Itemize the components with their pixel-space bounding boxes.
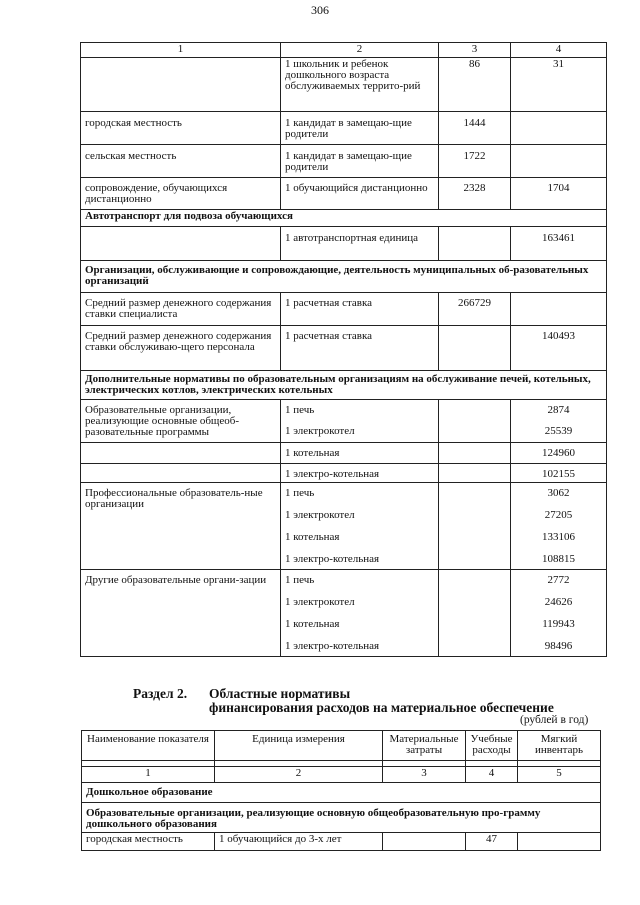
cell-unit: 1 электро-котельная — [281, 549, 439, 570]
cell-value: 108815 — [511, 549, 607, 570]
col-number: 1 — [82, 767, 215, 783]
cell-empty — [439, 443, 511, 464]
cell-empty — [439, 400, 511, 443]
cell-unit: 1 автотранспортная единица — [281, 227, 439, 261]
section-heading-orgs: Организации, обслуживающие и сопровождающие, деятельность муниципальных об-разовательных организаций — [81, 261, 607, 293]
section-title-line1: Областные нормативы — [209, 686, 351, 701]
cell-unit: 1 обучающийся до 3-х лет — [215, 833, 383, 851]
section-heading-preschool: Дошкольное образование — [82, 783, 601, 803]
cell-value: 1444 — [439, 112, 511, 145]
header-soft-inventory: Мягкий инвентарь — [518, 731, 601, 761]
section-heading-row — [81, 371, 607, 400]
table-row — [82, 833, 601, 851]
cell-unit: 1 котельная — [281, 527, 439, 549]
cell-name: сельская местность — [81, 145, 281, 178]
cell-value: 266729 — [439, 293, 511, 326]
units-note: (рублей в год) — [520, 714, 589, 726]
section-heading-row — [81, 210, 607, 227]
cell-unit: 1 обучающийся дистанционно — [281, 178, 439, 210]
table-row — [81, 145, 607, 178]
column-number-row — [82, 767, 601, 783]
cell-empty — [439, 483, 511, 570]
section-heading-additional: Дополнительные нормативы по образовательным организациям на обслуживание печей, котельных, электрических котлов, электрических котельных — [81, 371, 607, 400]
cell-name: сопровождение, обучающихся дистанционно — [81, 178, 281, 210]
cell-unit: 1 печь — [281, 483, 439, 505]
page-number: 306 — [311, 3, 329, 17]
cell-name: Другие образовательные органи-зации — [81, 570, 281, 657]
header-unit: Единица измерения — [215, 731, 383, 761]
col-number: 2 — [215, 767, 383, 783]
cell-name — [81, 227, 281, 261]
cell-unit: 1 кандидат в замещаю-щие родители — [281, 112, 439, 145]
cell-value: 1722 — [439, 145, 511, 178]
cell-unit: 1 электрокотел — [281, 421, 439, 443]
cell-value: 124960 — [511, 443, 607, 464]
cell-value — [439, 326, 511, 371]
cell-unit: 1 расчетная ставка — [281, 293, 439, 326]
cell-name: Образовательные организации, реализующие основные общеоб-разовательные программы — [81, 400, 281, 443]
cell-value: 98496 — [511, 636, 607, 657]
table-row — [81, 58, 607, 112]
table-header-row — [81, 43, 607, 58]
cell-name: Профессиональные образователь-ные организации — [81, 483, 281, 570]
cell-value: 3062 — [511, 483, 607, 505]
table-row — [81, 293, 607, 326]
section-heading-row — [82, 783, 601, 803]
table-row — [81, 326, 607, 371]
table-row — [81, 570, 607, 592]
cell-unit: 1 котельная — [281, 614, 439, 636]
material-norms-table — [81, 730, 601, 851]
table-row — [81, 464, 607, 483]
cell-value: 86 — [439, 58, 511, 112]
subsection-heading: Образовательные организации, реализующие основную общеобразовательную про-грамму дошкольного образования — [82, 803, 601, 833]
col-number: 3 — [439, 43, 511, 58]
cell-value: 163461 — [511, 227, 607, 261]
cell-value — [439, 227, 511, 261]
cell-value — [518, 833, 601, 851]
table-row — [81, 483, 607, 505]
header-educational: Учебные расходы — [466, 731, 518, 761]
col-number: 3 — [383, 767, 466, 783]
col-number: 4 — [511, 43, 607, 58]
section-title-line2: финансирования расходов на материальное обеспечение — [209, 700, 554, 715]
cell-value: 2772 — [511, 570, 607, 592]
col-number: 5 — [518, 767, 601, 783]
cell-name: Средний размер денежного содержания ставки обслуживаю-щего персонала — [81, 326, 281, 371]
cell-value: 119943 — [511, 614, 607, 636]
header-material: Материальные затраты — [383, 731, 466, 761]
cell-name — [81, 443, 281, 464]
section-heading-transport: Автотранспорт для подвоза обучающихся — [81, 210, 607, 227]
col-number: 1 — [81, 43, 281, 58]
cell-unit: 1 электрокотел — [281, 505, 439, 527]
section-heading-row — [81, 261, 607, 293]
cell-value: 2874 — [511, 400, 607, 421]
cell-value — [383, 833, 466, 851]
cell-unit: 1 электро-котельная — [281, 464, 439, 483]
col-number: 4 — [466, 767, 518, 783]
cell-unit: 1 расчетная ставка — [281, 326, 439, 371]
cell-value: 27205 — [511, 505, 607, 527]
cell-value: 47 — [466, 833, 518, 851]
cell-name: городская местность — [82, 833, 215, 851]
table-header-row — [82, 731, 601, 761]
cell-unit: 1 кандидат в замещаю-щие родители — [281, 145, 439, 178]
cell-value — [511, 293, 607, 326]
cell-value: 31 — [511, 58, 607, 112]
cell-value — [511, 145, 607, 178]
table-row — [81, 178, 607, 210]
section-heading-row — [82, 803, 601, 833]
table-row — [81, 443, 607, 464]
cell-name — [81, 58, 281, 112]
cell-value: 102155 — [511, 464, 607, 483]
cell-value: 2328 — [439, 178, 511, 210]
cell-name — [81, 464, 281, 483]
cell-unit: 1 школьник и ребенок дошкольного возраста обслуживаемых террито-рий — [281, 58, 439, 112]
cell-value: 1704 — [511, 178, 607, 210]
cell-name: городская местность — [81, 112, 281, 145]
cell-unit: 1 электрокотел — [281, 592, 439, 614]
cell-empty — [439, 464, 511, 483]
table-row — [81, 227, 607, 261]
cell-value: 24626 — [511, 592, 607, 614]
section-number: Раздел 2. — [133, 686, 188, 701]
cell-value — [511, 112, 607, 145]
cell-value: 140493 — [511, 326, 607, 371]
cell-value: 133106 — [511, 527, 607, 549]
table-row — [81, 400, 607, 421]
cell-unit: 1 печь — [281, 400, 439, 421]
cell-name: Средний размер денежного содержания ставки специалиста — [81, 293, 281, 326]
cell-empty — [439, 570, 511, 657]
cell-unit: 1 печь — [281, 570, 439, 592]
cell-unit: 1 электро-котельная — [281, 636, 439, 657]
table-row — [81, 112, 607, 145]
norms-table — [80, 42, 607, 657]
header-indicator: Наименование показателя — [82, 731, 215, 761]
col-number: 2 — [281, 43, 439, 58]
cell-value: 25539 — [511, 421, 607, 443]
cell-unit: 1 котельная — [281, 443, 439, 464]
